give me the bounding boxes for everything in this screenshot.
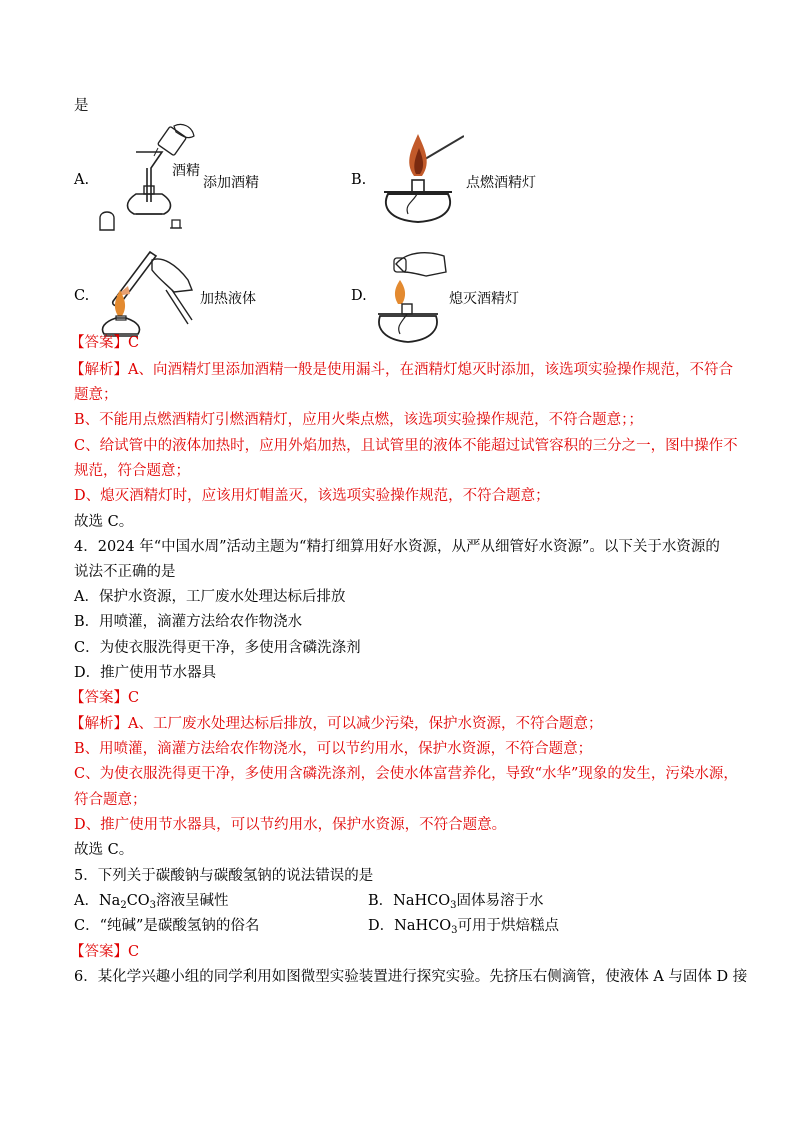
q5-option-a-sub2: 3 — [149, 900, 157, 911]
q3-answer: 【答案】C — [70, 335, 140, 351]
q3-analysis-line: D、熄灭酒精灯时，应该用灯帽盖灭，该选项实验操作规范，不符合题意； — [74, 488, 550, 504]
q4-conclusion: 故选 C。 — [74, 842, 134, 858]
q5-option-a-sub1: 2 — [120, 900, 127, 911]
q5-option-b-sub: 3 — [450, 900, 457, 911]
q3-analysis-line: 【解析】A、向酒精灯里添加酒精一般是使用漏斗，在酒精灯熄灭时添加，该选项实验操作规范，不符合 — [70, 362, 733, 378]
q4-option-a: A．保护水资源，工厂废水处理达标后排放 — [74, 589, 346, 605]
q5-option-d-post: 可用于烘焙糕点 — [457, 918, 559, 934]
q5-option-a — [74, 891, 229, 916]
q4-analysis-line: C、为使衣服洗得更干净，多使用含磷洗涤剂，会使水体富营养化，导致“水华”现象的发生，污染水源， — [74, 766, 738, 782]
q3-analysis-line: C、给试管中的液体加热时，应用外焰加热，且试管里的液体不能超过试管容积的三分之一，图中操作不 — [74, 438, 738, 454]
q5-option-a-pre: A．Na — [74, 893, 121, 909]
option-a-label: 添加酒精 — [203, 175, 259, 191]
option-b-label: 点燃酒精灯 — [466, 175, 536, 191]
q4-option-c: C．为使衣服洗得更干净，多使用含磷洗涤剂 — [74, 640, 361, 656]
q5-option-b — [368, 891, 544, 916]
q5-option-d-sub: 3 — [451, 925, 458, 936]
option-d-letter: D. — [351, 288, 367, 304]
q5-option-d-pre: D．NaHCO — [368, 918, 452, 934]
option-d-label: 熄灭酒精灯 — [449, 291, 519, 307]
q4-analysis-line: 【解析】A、工厂废水处理达标后排放，可以减少污染，保护水资源，不符合题意； — [70, 716, 603, 732]
q3-stem-tail: 是 — [74, 98, 89, 114]
extinguishing-lamp-illustration — [374, 246, 450, 346]
q5-option-c: C．“纯碱”是碳酸氢钠的俗名 — [74, 918, 260, 934]
q6-stem: 6．某化学兴趣小组的同学利用如图微型实验装置进行探究实验。先挤压右侧滴管，使液体 A 与固体 D 接 — [74, 969, 748, 985]
q4-analysis-line: B、用喷灌，滴灌方法给农作物浇水，可以节约用水，保护水资源，不符合题意； — [74, 741, 593, 757]
q5-option-d — [368, 916, 559, 941]
heating-liquid-illustration — [96, 246, 200, 346]
q4-analysis-line: 符合题意； — [74, 792, 147, 808]
option-a-letter: A. — [74, 172, 90, 188]
q4-answer: 【答案】C — [70, 690, 140, 706]
q4-option-b: B．用喷灌，滴灌方法给农作物浇水 — [74, 614, 303, 630]
q3-analysis-line: 规范，符合题意； — [74, 463, 190, 479]
option-a-tag: 酒精 — [172, 163, 200, 179]
lighting-lamp-illustration — [374, 128, 464, 226]
q4-analysis-line: D、推广使用节水器具，可以节约用水，保护水资源，不符合题意。 — [74, 817, 507, 833]
q5-option-b-post: 固体易溶于水 — [456, 893, 544, 909]
q4-option-d: D．推广使用节水器具 — [74, 665, 217, 681]
q3-analysis-line: 题意； — [74, 387, 118, 403]
q5-stem: 5．下列关于碳酸钠与碳酸氢钠的说法错误的是 — [74, 868, 374, 884]
q5-option-a-mid: CO — [126, 893, 150, 909]
q5-answer: 【答案】C — [70, 944, 140, 960]
q4-stem-line2: 说法不正确的是 — [74, 564, 176, 580]
q5-option-a-post: 溶液呈碱性 — [156, 893, 229, 909]
option-c-letter: C. — [74, 288, 90, 304]
option-b-letter: B. — [351, 172, 367, 188]
q4-stem-line1: 4．2024 年“中国水周”活动主题为“精打细算用好水资源，从严从细管好水资源”。以下关于水资源的 — [74, 539, 720, 555]
q3-analysis-line: B、不能用点燃酒精灯引燃酒精灯，应用火柴点燃，该选项实验操作规范，不符合题意；； — [74, 412, 643, 428]
option-c-label: 加热液体 — [200, 291, 256, 307]
q5-option-b-pre: B．NaHCO — [368, 893, 451, 909]
q3-conclusion: 故选 C。 — [74, 514, 134, 530]
